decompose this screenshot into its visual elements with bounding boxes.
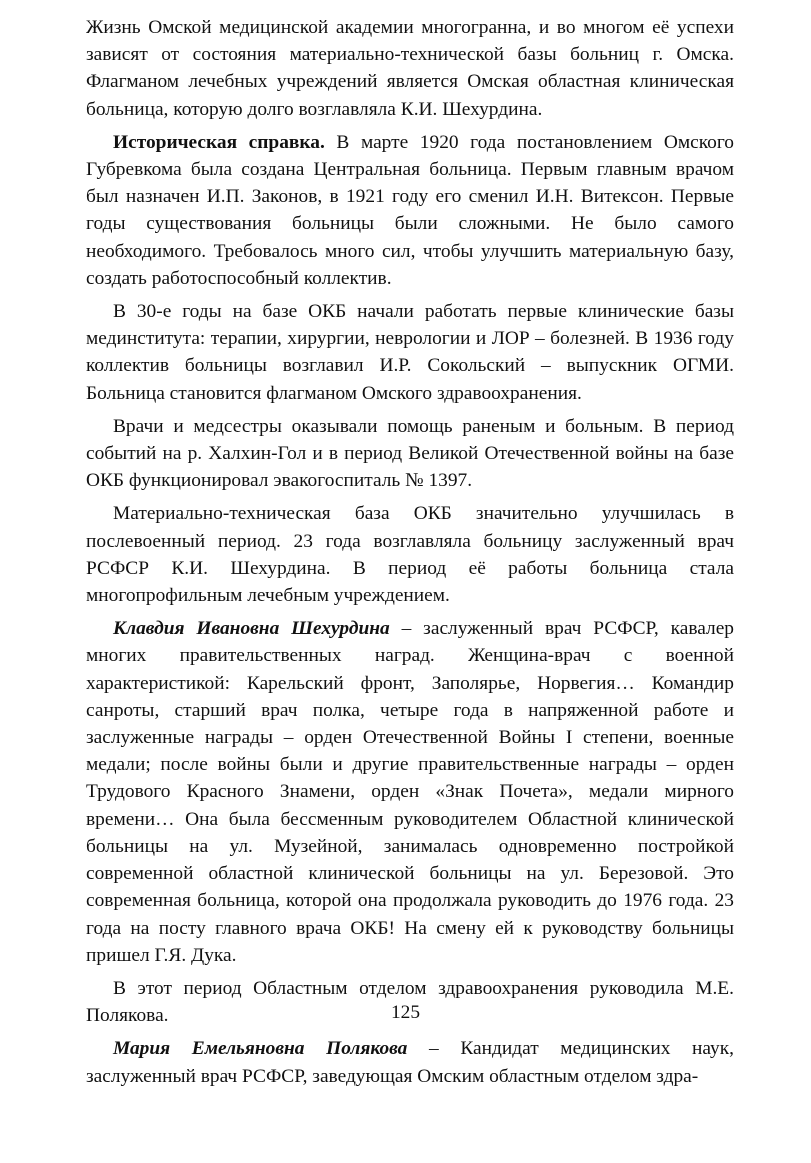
paragraph-text: В этот период Областным отделом здравоохранения руководила М.Е. Полякова. [86, 977, 734, 1027]
paragraph-shekhurdina [86, 615, 734, 969]
paragraph-text: – Кандидат медицинских наук, заслуженный врач РСФСР, заведующая Омским областным отделом здра- [86, 1038, 734, 1087]
paragraph-historical-note [86, 129, 734, 292]
book-page [86, 14, 734, 1096]
person-name: Клавдия Ивановна Шехурдина [113, 618, 390, 640]
paragraph-text: Врачи и медсестры оказывали помощь раненым и больным. В период событий на р. Халхин-Гол и в период Великой Отечественной войны на базе ОКБ функционировал эвакогоспиталь № 1397. [86, 415, 734, 492]
section-heading: Историческая справка. [113, 131, 325, 153]
person-name: Мария Емельяновна Полякова [113, 1038, 408, 1060]
paragraph-war-years [86, 413, 734, 495]
page-number: 125 [390, 1002, 421, 1023]
paragraph-postwar [86, 500, 734, 609]
paragraph-text: – заслуженный врач РСФСР, кавалер многих правительственных наград. Женщина-врач с военной характеристикой: Карельский фронт, Заполярье, Норвегия… Командир санроты, старший врач полка, четыре года в напряженной работе и заслуженные награды – орден Отечественной Войны I степени, военные медали; после войны были и другие правительственные награды – орден Трудового Красного Знамени, орден «Знак Почета», медали мирного времени… Она была бессменным руководителем Областной клинической больницы на ул. Музейной, занималась одновременно постройкой современной областной клинической больницы на ул. Березовой. Это современная больница, которой она продолжала руководить до 1976 года. 23 года на посту главного врача ОКБ! На смену ей к руководству больницы пришел Г.Я. Дука. [86, 618, 734, 966]
paragraph-polyakova [86, 1035, 734, 1089]
paragraph-1930s [86, 298, 734, 407]
paragraph-text: В 30-е годы на базе ОКБ начали работать первые клинические базы мединститута: терапии, хирургии, неврологии и ЛОР – болезней. В 1936 году коллектив больницы возглавил И.Р. Сокольский – выпускник ОГМИ. Больница становится флагманом Омского здравоохранения. [86, 301, 734, 404]
paragraph-intro [86, 14, 734, 123]
paragraph-text: Материально-техническая база ОКБ значительно улучшилась в послевоенный период. 23 года возглавляла больницу заслуженный врач РСФСР К.И. Шехурдина. В период её работы больница стала многопрофильным лечебным учреждением. [86, 503, 734, 607]
paragraph-text: В марте 1920 года постановлением Омского Губревкома была создана Центральная больница. Первым главным врачом был назначен И.П. Законов, в 1921 году его сменил И.Н. Витексон. Первые годы существования больницы были сложными. Не было самого необходимого. Требовалось много сил, чтобы улучшить материальную базу, создать работоспособный коллектив. [86, 131, 734, 289]
paragraph-text: Жизнь Омской медицинской академии многогранна, и во многом её успехи зависят от состояния материально-технической базы больниц г. Омска. Флагманом лечебных учреждений является Омская областная клиническая больница, которую долго возглавляла К.И. Шехурдина. [86, 17, 734, 120]
